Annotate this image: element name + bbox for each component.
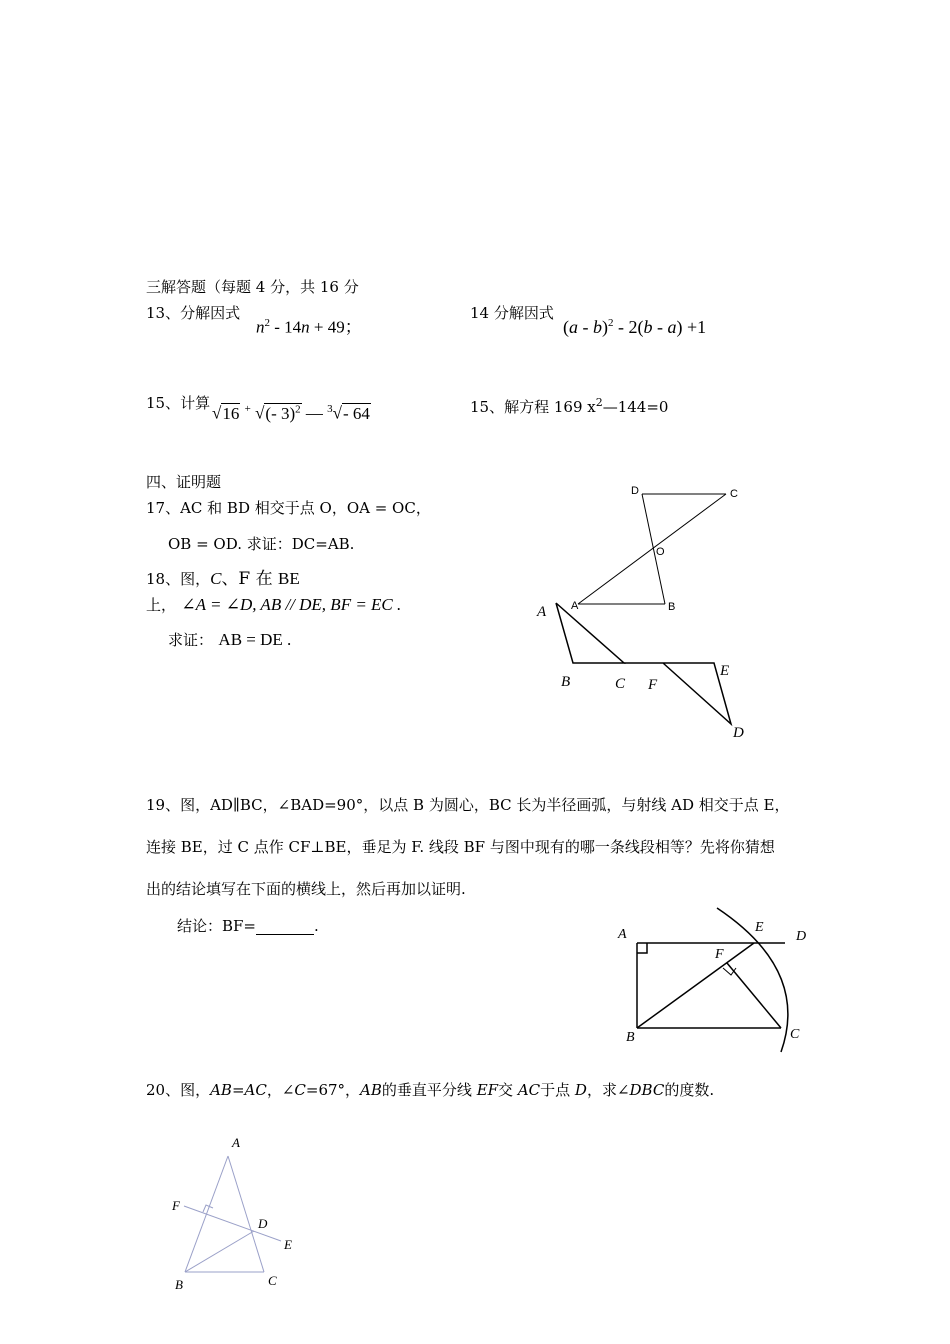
fig18-triangle-def	[624, 663, 731, 724]
q15a-label: 15、计算	[146, 394, 211, 412]
q13-label: 13、分解因式	[146, 304, 241, 322]
q19-line3: 出的结论填写在下面的横线上，然后再加以证明.	[146, 880, 466, 898]
fig18-label-e: E	[720, 663, 730, 679]
fig20-label-c: C	[268, 1273, 277, 1288]
fig17-line-ca	[578, 494, 726, 604]
fig17-diagram	[578, 494, 726, 604]
fig19-label-e: E	[755, 920, 764, 935]
fig20-label-f: F	[172, 1198, 180, 1213]
fig19-label-b: B	[626, 1030, 635, 1045]
fig20-label-a: A	[232, 1135, 240, 1150]
fig18-label-c: C	[615, 676, 626, 692]
fig17-label-d: D	[631, 485, 639, 497]
q14-label: 14 分解因式	[470, 304, 554, 322]
q14-expression: (a - b)$^2$ - 2(b - a) +1	[563, 317, 707, 337]
q20-text: 20、图，AB=AC，∠C=67°，AB的垂直平分线 EF交 AC于点 D，求∠DBC的度数.	[146, 1081, 715, 1099]
section4-title: 四、证明题	[146, 473, 222, 491]
fig19-line-be	[637, 943, 754, 1028]
fig20-label-d: D	[258, 1216, 268, 1231]
fig17-label-o: O	[656, 546, 665, 558]
fig19-label-c: C	[790, 1027, 800, 1042]
fig19-label-d: D	[796, 929, 807, 944]
fig20-label-e: E	[284, 1237, 292, 1252]
q13-expression: $n^2 - 14n + 49$；	[256, 317, 362, 337]
fig19-label-a: A	[618, 927, 627, 942]
fig17-label-a: A	[571, 600, 579, 612]
q19-line2: 连接 BE，过 C 点作 CF⊥BE，垂足为 F. 线段 BF 与图中现有的哪一条线段相等？先将你猜想	[146, 838, 775, 856]
fig19-right-angle-a	[637, 943, 647, 953]
q18-prove: 求证： AB = DE .	[168, 630, 292, 649]
fig19-diagram	[637, 908, 788, 1052]
fig17-label-c: C	[730, 488, 738, 500]
fig18-triangle-abc	[556, 603, 624, 663]
fig17-label-b: B	[668, 601, 676, 613]
fig18-diagram	[556, 603, 731, 724]
fig19-arc	[717, 908, 788, 1052]
q18-line1: 18、图，C、F 在 BE	[146, 569, 300, 589]
fig18-label-b: B	[561, 674, 571, 690]
fig19-label-f: F	[715, 947, 724, 962]
section3-title: 三解答题（每题 4 分，共 16 分	[146, 278, 359, 296]
fig20-label-b: B	[175, 1277, 183, 1292]
fig18-label-f: F	[648, 677, 658, 693]
fig20-line-bd	[185, 1231, 254, 1272]
fig18-label-d: D	[733, 725, 744, 741]
q19-line1: 19、图，AD∥BC，∠BAD=90°，以点 B 为圆心，BC 长为半径画弧，与射线 AD 相交于点 E，	[146, 796, 790, 814]
q18-line2: 上， ∠A = ∠D, AB // DE, BF = EC .	[146, 595, 402, 614]
fig20-line-ac	[228, 1156, 264, 1272]
q15a-expression: √16 + √(- 3)$^2$ — $^3$√- 64	[212, 403, 370, 423]
fig20-diagram	[184, 1156, 281, 1272]
q17-line2: OB = OD. 求证：DC=AB.	[168, 535, 355, 553]
q17-line1: 17、AC 和 BD 相交于点 O，OA = OC，	[146, 499, 431, 517]
q15b-equation: 15、解方程 169 $x^2—144=0$	[470, 396, 669, 416]
fig18-label-a: A	[537, 604, 547, 620]
q19-conclusion: 结论：BF= .	[177, 917, 319, 935]
fig19-line-cf	[727, 963, 781, 1028]
fig19-right-angle-f	[723, 968, 736, 975]
